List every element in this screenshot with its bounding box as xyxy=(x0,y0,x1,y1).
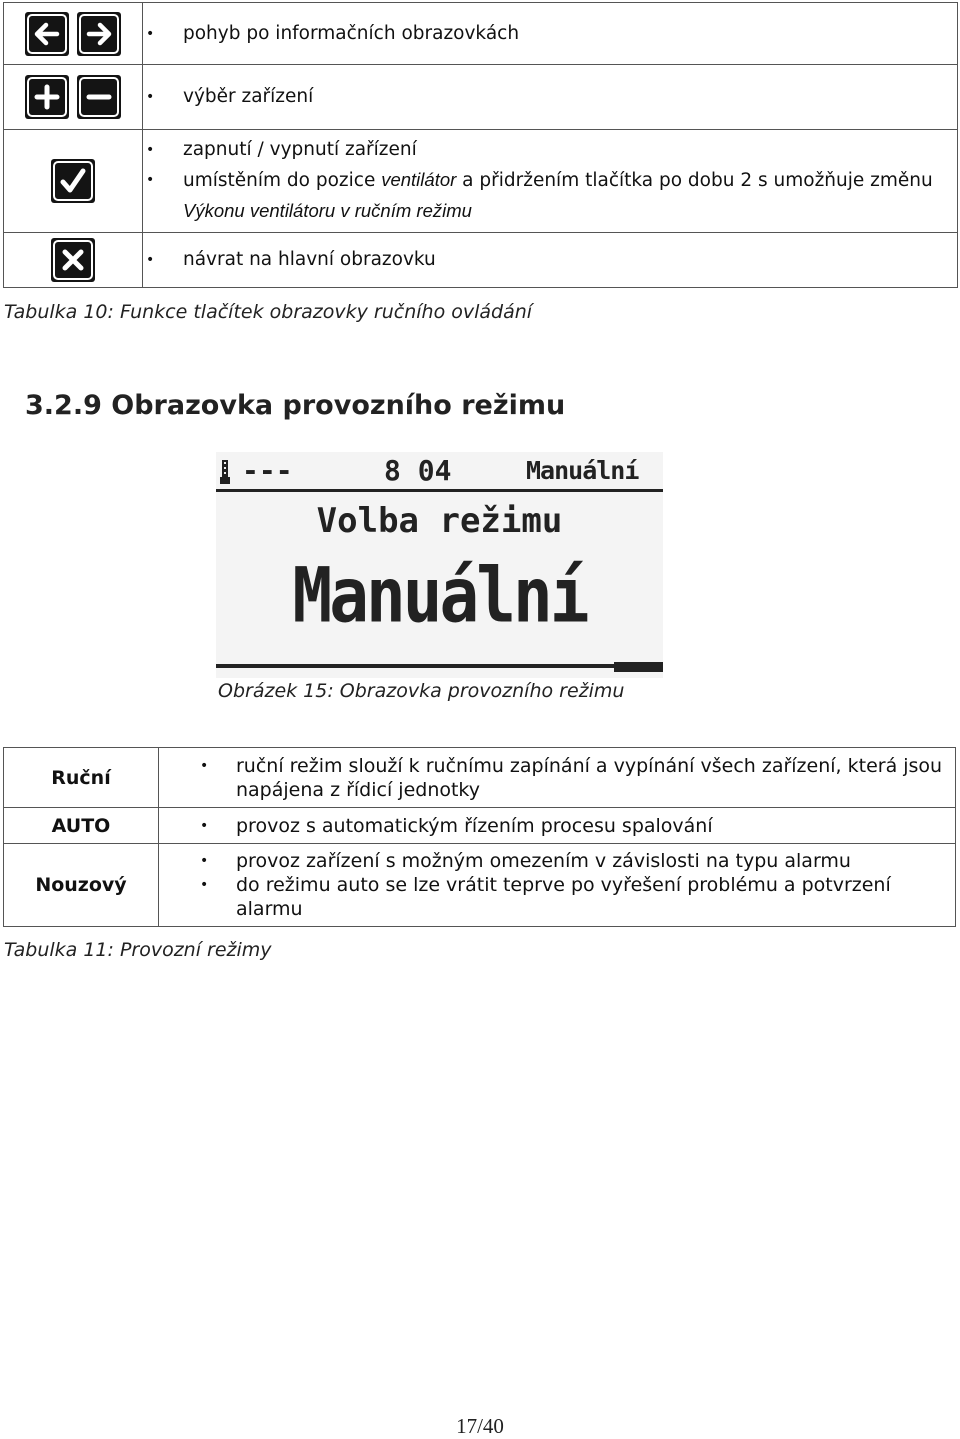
lcd-screen xyxy=(216,452,663,678)
close-icon xyxy=(51,238,95,282)
description-cell xyxy=(143,3,958,65)
table-row xyxy=(4,808,956,844)
description-cell xyxy=(143,130,958,233)
figure-caption: Obrázek 15: Obrazovka provozního režimu xyxy=(218,680,625,702)
list-item: • do režimu auto se lze vrátit teprve po vyřešení problému a potvrzení alarmu xyxy=(236,873,955,921)
lcd-value: Manuální xyxy=(292,551,587,640)
list-item: • provoz s automatickým řízením procesu spalování xyxy=(236,814,955,838)
description-cell xyxy=(159,844,956,927)
icon-cell xyxy=(4,130,143,233)
list-item: • návrat na hlavní obrazovku xyxy=(183,245,957,275)
table-caption: Tabulka 10: Funkce tlačítek obrazovky ručního ovládání xyxy=(4,301,533,323)
description-cell xyxy=(143,65,958,130)
arrow-left-icon xyxy=(25,12,69,56)
plus-icon xyxy=(25,75,69,119)
page-number: 17/40 xyxy=(456,1414,504,1438)
icon-cell xyxy=(4,233,143,288)
description-cell xyxy=(159,748,956,808)
button-functions-table xyxy=(3,2,958,288)
thermometer-icon xyxy=(219,458,229,484)
list-item: • zapnutí / vypnutí zařízení xyxy=(183,135,957,165)
table-row xyxy=(4,748,956,808)
check-icon xyxy=(51,159,95,203)
icon-cell xyxy=(4,65,143,130)
icon-cell xyxy=(4,3,143,65)
list-item: • ruční režim slouží k ručnímu zapínání a vypínání všech zařízení, která jsou napájena z řídicí jednotky xyxy=(236,754,955,802)
lcd-progress-indicator xyxy=(614,662,663,672)
lcd-divider xyxy=(216,489,663,492)
lcd-title: Volba režimu xyxy=(316,501,563,541)
table-row xyxy=(4,233,958,288)
mode-label: Nouzový xyxy=(4,844,159,927)
lcd-progress-track xyxy=(216,664,663,668)
description-cell xyxy=(143,233,958,288)
description-cell xyxy=(159,808,956,844)
mode-label: AUTO xyxy=(4,808,159,844)
table-caption: Tabulka 11: Provozní režimy xyxy=(4,939,272,961)
lcd-status-right: Manuální xyxy=(526,456,639,485)
list-item: • pohyb po informačních obrazovkách xyxy=(183,19,957,49)
table-row xyxy=(4,3,958,65)
operating-modes-table xyxy=(3,747,956,927)
lcd-status-left: --- xyxy=(242,454,293,487)
list-item: • výběr zařízení xyxy=(183,82,957,112)
lcd-status-middle: 8 04 xyxy=(384,454,452,487)
section-heading: 3.2.9 Obrazovka provozního režimu xyxy=(25,390,566,421)
table-row xyxy=(4,844,956,927)
minus-icon xyxy=(77,75,121,119)
table-row xyxy=(4,65,958,130)
list-item: • umístěním do pozice ventilátor a přidržením tlačítka po dobu 2 s umožňuje změnu Výkonu ventilátoru v ručním režimu xyxy=(183,165,957,227)
arrow-right-icon xyxy=(77,12,121,56)
table-row xyxy=(4,130,958,233)
list-item: • provoz zařízení s možným omezením v závislosti na typu alarmu xyxy=(236,849,955,873)
mode-label: Ruční xyxy=(4,748,159,808)
